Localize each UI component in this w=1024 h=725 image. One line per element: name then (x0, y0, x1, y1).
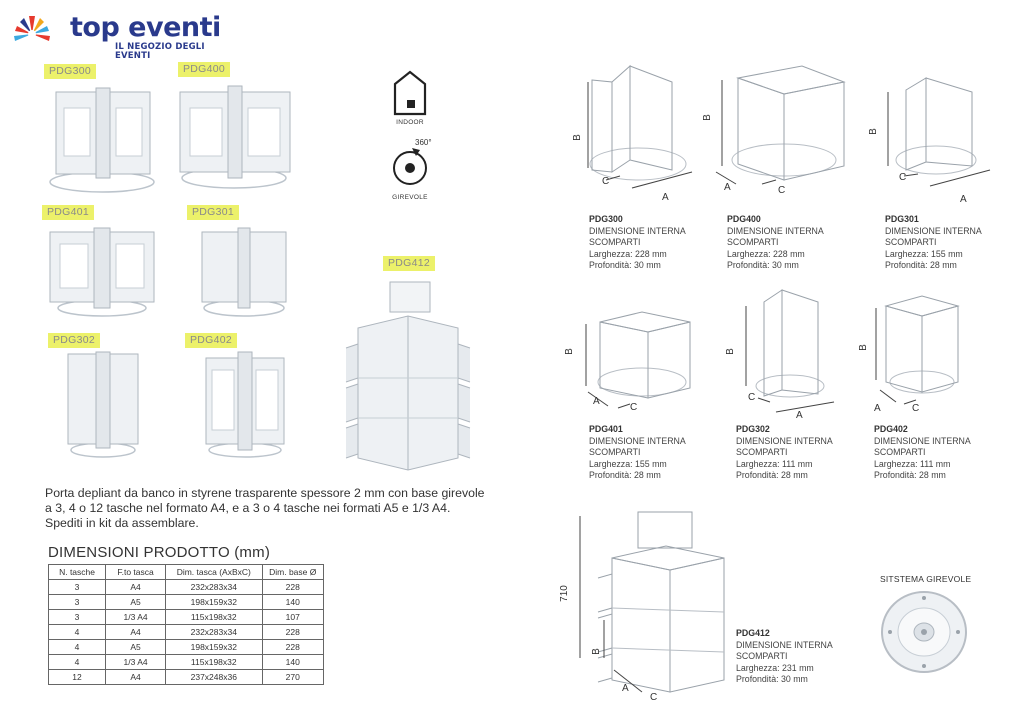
table-cell: A4 (106, 625, 166, 640)
product-image-pdg401 (42, 222, 162, 322)
table-row (49, 640, 324, 655)
brand-logo (8, 8, 238, 61)
spec-line: SCOMPARTI (589, 237, 641, 247)
indoor-icon (393, 70, 427, 116)
dim-label-c: C (748, 392, 756, 403)
product-image-pdg302 (60, 348, 146, 462)
header-dim-tasca: Dim. tasca (AxBxC) (166, 565, 262, 580)
logo-burst-icon (8, 12, 56, 52)
dimensions-title: DIMENSIONI PRODOTTO (mm) (48, 544, 271, 561)
spec-line: SCOMPARTI (589, 447, 641, 457)
table-cell: A5 (106, 640, 166, 655)
table-cell: 198x159x32 (166, 595, 262, 610)
spec-line: DIMENSIONE INTERNA (727, 225, 824, 236)
dim-label-a: A (960, 194, 967, 205)
product-tag-pdg400: PDG400 (178, 62, 230, 77)
drawing-pdg300 (572, 60, 700, 200)
dimensions-table (48, 564, 324, 685)
spec-depth: Profondità: 30 mm (589, 260, 661, 270)
spec-pdg401 (589, 424, 686, 482)
table-cell: 3 (49, 580, 106, 595)
table-row (49, 655, 324, 670)
indoor-label: INDOOR (396, 119, 424, 126)
table-cell: 1/3 A4 (106, 655, 166, 670)
header-dim-base: Dim. base Ø (262, 565, 324, 580)
dim-label-b: B (563, 348, 575, 355)
dim-label-b: B (590, 648, 602, 655)
dim-label-c: C (650, 692, 658, 703)
dim-label-a: A (724, 182, 731, 193)
spec-depth: Profondità: 28 mm (589, 470, 661, 480)
spec-line: DIMENSIONE INTERNA (885, 225, 982, 236)
spec-pdg400 (727, 214, 824, 272)
rotate-degree-label: 360° (415, 138, 432, 147)
table-cell: 12 (49, 670, 106, 685)
product-image-pdg400 (174, 78, 296, 193)
product-tag-pdg302: PDG302 (48, 333, 100, 348)
table-cell: 228 (262, 580, 324, 595)
spec-pdg402 (874, 424, 971, 482)
dim-label-a: A (622, 683, 629, 694)
spec-line: DIMENSIONE INTERNA (589, 225, 686, 236)
dim-label-c: C (778, 185, 786, 196)
brand-name: top eventi (70, 12, 221, 43)
table-row (49, 595, 324, 610)
table-row (49, 580, 324, 595)
spec-width: Larghezza: 155 mm (885, 248, 963, 259)
table-cell: 232x283x34 (166, 580, 262, 595)
spec-code: PDG400 (727, 214, 761, 224)
dim-label-a: A (874, 403, 881, 414)
table-row (49, 625, 324, 640)
table-cell: 228 (262, 625, 324, 640)
spec-code: PDG300 (589, 214, 623, 224)
dim-label-b: B (857, 344, 869, 351)
spec-pdg301 (885, 214, 982, 272)
table-cell: 140 (262, 595, 324, 610)
rotating-base-image (876, 586, 972, 680)
spec-line: SCOMPARTI (885, 237, 937, 247)
dim-label-c: C (602, 176, 610, 187)
dim-label-b: B (724, 348, 736, 355)
table-cell: 140 (262, 655, 324, 670)
table-row (49, 670, 324, 685)
table-cell: A4 (106, 580, 166, 595)
table-cell: 198x159x32 (166, 640, 262, 655)
table-header-row (49, 565, 324, 580)
rotate-360-icon (390, 140, 430, 188)
dim-label-a: A (796, 410, 803, 421)
dim-label-c: C (912, 403, 920, 414)
spec-pdg302 (736, 424, 833, 482)
spec-width: Larghezza: 231 mm (736, 662, 814, 673)
spec-depth: Profondità: 28 mm (874, 470, 946, 480)
spec-depth: Profondità: 30 mm (727, 260, 799, 270)
table-cell: 3 (49, 610, 106, 625)
brand-tagline: IL NEGOZIO DEGLI EVENTI (115, 42, 205, 61)
spec-code: PDG402 (874, 424, 908, 434)
table-row (49, 610, 324, 625)
dim-label-b: B (867, 128, 879, 135)
dim-label-height: 710 (558, 585, 570, 602)
dim-label-b: B (701, 114, 713, 121)
spec-code: PDG401 (589, 424, 623, 434)
table-cell: A5 (106, 595, 166, 610)
spec-line: DIMENSIONE INTERNA (589, 435, 686, 446)
spec-line: SCOMPARTI (736, 651, 788, 661)
drawing-pdg412 (574, 508, 734, 704)
spec-depth: Profondità: 28 mm (736, 470, 808, 480)
table-cell: 4 (49, 655, 106, 670)
table-cell: 1/3 A4 (106, 610, 166, 625)
spec-code: PDG412 (736, 628, 770, 638)
spec-line: DIMENSIONE INTERNA (736, 639, 833, 650)
rotate-label: GIREVOLE (392, 194, 428, 201)
spec-code: PDG302 (736, 424, 770, 434)
spec-line: DIMENSIONE INTERNA (874, 435, 971, 446)
table-cell: 115x198x32 (166, 655, 262, 670)
product-image-pdg301 (192, 222, 296, 322)
drawing-pdg402 (872, 292, 972, 416)
table-cell: A4 (106, 670, 166, 685)
spec-line: SCOMPARTI (736, 447, 788, 457)
spec-pdg412 (736, 628, 833, 686)
product-image-pdg402 (198, 348, 292, 462)
product-tag-pdg401: PDG401 (42, 205, 94, 220)
spec-width: Larghezza: 155 mm (589, 458, 667, 469)
spec-depth: Profondità: 28 mm (885, 260, 957, 270)
spec-width: Larghezza: 228 mm (727, 248, 805, 259)
spec-line: SCOMPARTI (874, 447, 926, 457)
table-cell: 4 (49, 640, 106, 655)
table-cell: 3 (49, 595, 106, 610)
drawing-pdg400 (701, 60, 860, 200)
table-cell: 4 (49, 625, 106, 640)
product-image-pdg300 (42, 78, 162, 198)
table-cell: 228 (262, 640, 324, 655)
spec-width: Larghezza: 228 mm (589, 248, 667, 259)
dim-label-c: C (630, 402, 638, 413)
table-cell: 232x283x34 (166, 625, 262, 640)
table-cell: 237x248x36 (166, 670, 262, 685)
product-tag-pdg301: PDG301 (187, 205, 239, 220)
dim-label-a: A (662, 192, 669, 203)
rotating-system-title: SITSTEMA GIREVOLE (880, 574, 972, 584)
drawing-pdg301 (868, 70, 998, 194)
spec-width: Larghezza: 111 mm (874, 458, 951, 469)
header-n-tasche: N. tasche (49, 565, 106, 580)
product-description: Porta depliant da banco in styrene trasparente spessore 2 mm con base girevole a 3, 4 o 12 tasche nel formato A4, e a 3 o 4 tasche nei formati A5 e 1/3 A4. Spediti in kit da assemblare. (45, 486, 485, 530)
product-tag-pdg402: PDG402 (185, 333, 237, 348)
spec-depth: Profondità: 30 mm (736, 674, 808, 684)
product-tag-pdg300: PDG300 (44, 64, 96, 79)
product-image-pdg412 (338, 278, 478, 478)
spec-line: SCOMPARTI (727, 237, 779, 247)
table-cell: 270 (262, 670, 324, 685)
table-cell: 115x198x32 (166, 610, 262, 625)
dim-label-b: B (571, 134, 583, 141)
product-tag-pdg412: PDG412 (383, 256, 435, 271)
dim-label-a: A (593, 396, 600, 407)
spec-width: Larghezza: 111 mm (736, 458, 813, 469)
header-formato-tasca: F.to tasca (106, 565, 166, 580)
spec-pdg300 (589, 214, 686, 272)
dim-label-c: C (899, 172, 907, 183)
spec-code: PDG301 (885, 214, 919, 224)
spec-line: DIMENSIONE INTERNA (736, 435, 833, 446)
table-cell: 107 (262, 610, 324, 625)
